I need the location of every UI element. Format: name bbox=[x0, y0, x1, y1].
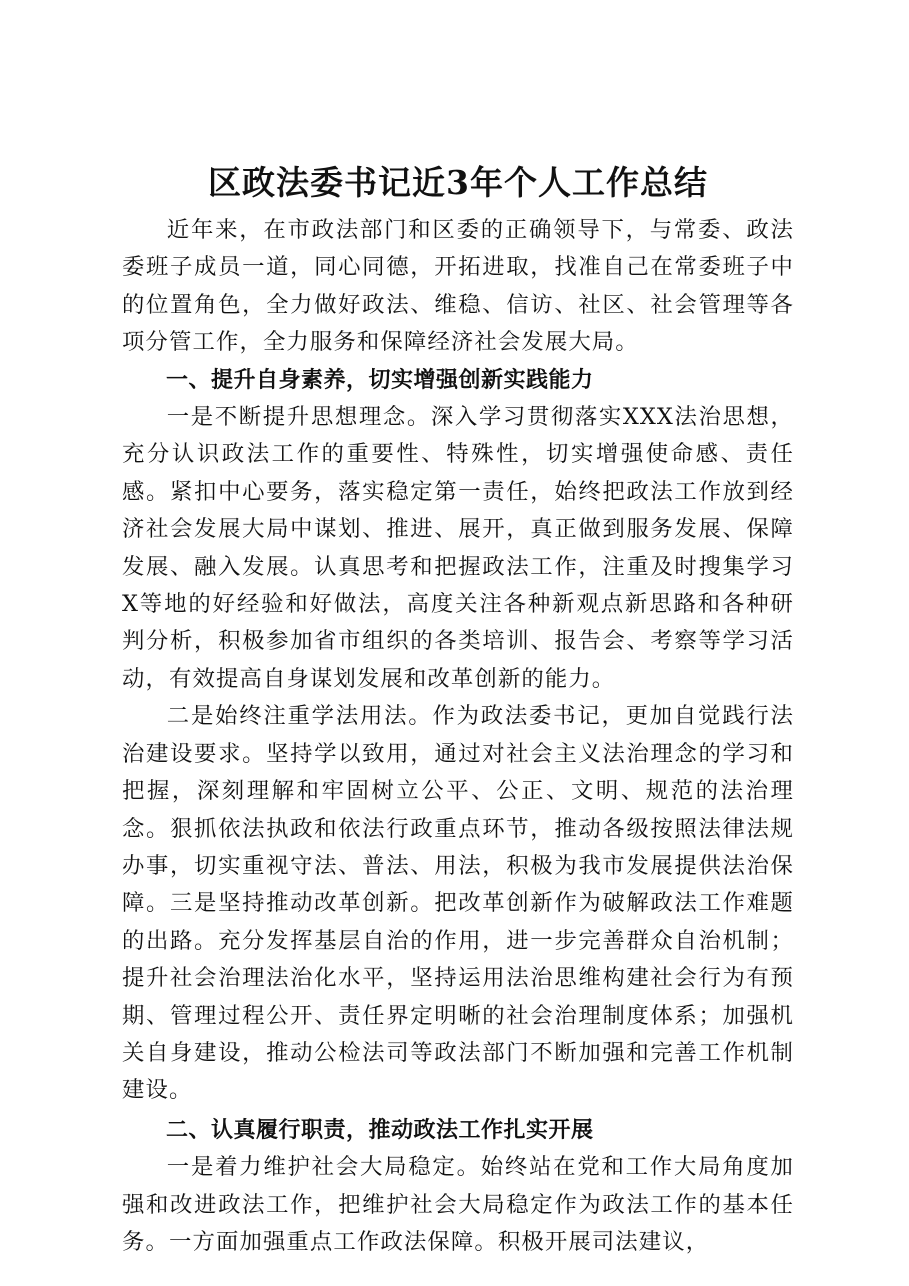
intro-paragraph: 近年来，在市政法部门和区委的正确领导下，与常委、政法委班子成员一道，同心同德，开拓进取，找准自己在常委班子中的位置角色，全力做好政法、维稳、信访、社区、社会管理等各项分管工作，全力服务和保障经济社会发展大局。 bbox=[122, 217, 794, 356]
section-1-paragraph-1: 一是不断提升思想理念。深入学习贯彻落实XXX法治思想，充分认识政法工作的重要性、特殊性，切实增强使命感、责任感。紧扣中心要务，落实稳定第一责任，始终把政法工作放到经济社会发展大局中谋划、推进、展开，真正做到服务发展、保障发展、融入发展。认真思考和把握政法工作，注重及时搜集学习X等地的好经验和好做法，高度关注各种新观点新思路和各种研判分析，积极参加省市组织的各类培训、报告会、考察等学习活动，有效提高自身谋划发展和改革创新的能力。 bbox=[122, 404, 794, 692]
document-title: 区政法委书记近3年个人工作总结 bbox=[208, 163, 708, 202]
section-1-heading: 一、提升自身素养，切实增强创新实践能力 bbox=[166, 367, 594, 393]
section-2-heading: 二、认真履行职责，推动政法工作扎实开展 bbox=[166, 1117, 594, 1143]
section-2-paragraph-1: 一是着力维护社会大局稳定。始终站在党和工作大局角度加强和改进政法工作，把维护社会大局稳定作为政法工作的基本任务。一方面加强重点工作政法保障。积极开展司法建议， bbox=[122, 1154, 794, 1255]
section-1-paragraph-2: 二是始终注重学法用法。作为政法委书记，更加自觉践行法治建设要求。坚持学以致用，通过对社会主义法治理念的学习和把握，深刻理解和牢固树立公平、公正、文明、规范的法治理念。狠抓依法执政和依法行政重点环节，推动各级按照法律法规办事，切实重视守法、普法、用法，积极为我市发展提供法治保障。三是坚持推动改革创新。把改革创新作为破解政法工作难题的出路。充分发挥基层自治的作用，进一步完善群众自治机制；提升社会治理法治化水平，坚持运用法治思维构建社会行为有预期、管理过程公开、责任界定明晰的社会治理制度体系；加强机关自身建设，推动公检法司等政法部门不断加强和完善工作机制建设。 bbox=[122, 703, 794, 1104]
document-page bbox=[122, 160, 794, 1261]
